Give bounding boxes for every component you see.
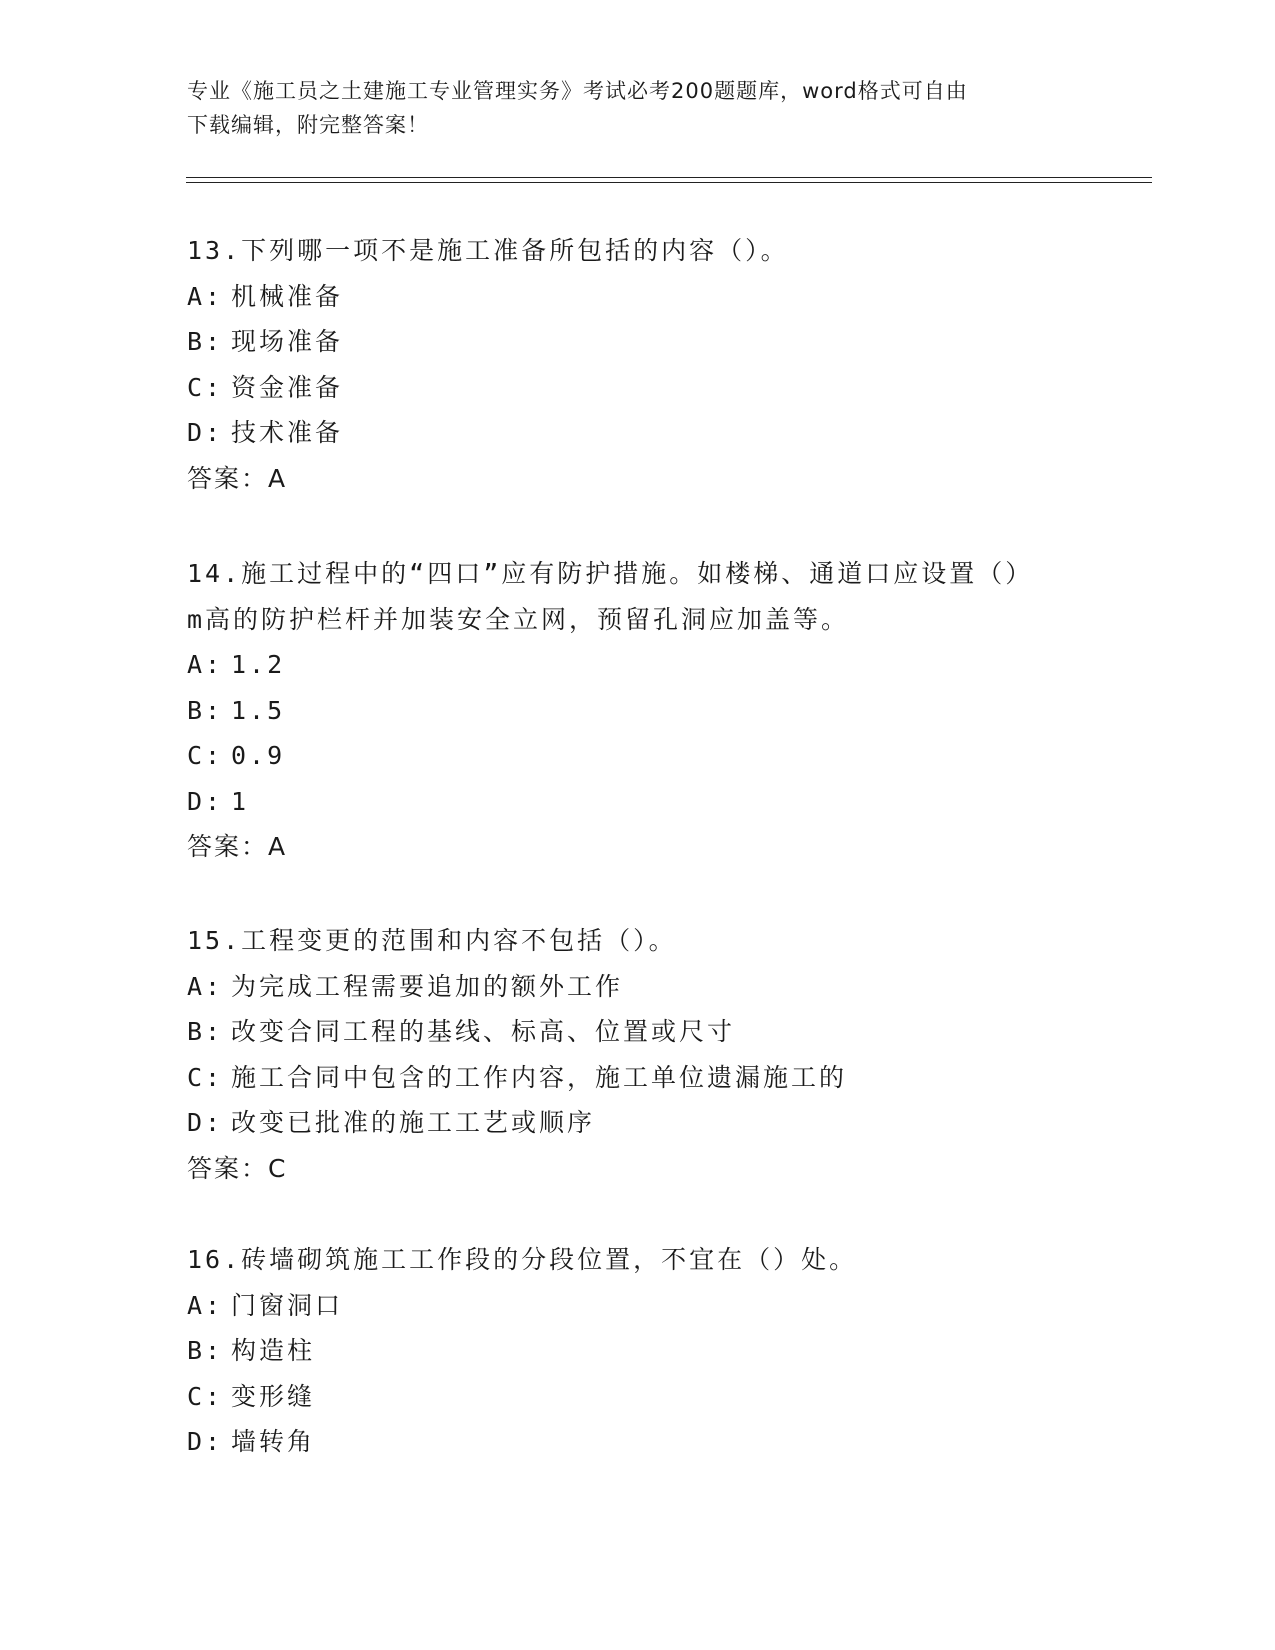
- option-text: 墙转角: [231, 1427, 316, 1456]
- option-key: B:: [187, 327, 224, 356]
- option-b: [187, 319, 1087, 365]
- option-text: 为完成工程需要追加的额外工作: [231, 971, 624, 1001]
- option-key: C:: [187, 741, 224, 770]
- option-c: [187, 1374, 1087, 1420]
- option-text: 0.9: [231, 741, 286, 770]
- option-c: [187, 365, 1087, 411]
- question-stem: 13.下列哪一项不是施工准备所包括的内容（）。: [187, 236, 789, 265]
- option-text: 施工合同中包含的工作内容，施工单位遗漏施工的: [231, 1062, 848, 1092]
- option-a: [187, 1283, 1087, 1329]
- option-b: [187, 688, 1087, 734]
- option-text: 构造柱: [231, 1336, 316, 1365]
- question-13: [187, 228, 1087, 501]
- option-a: [187, 274, 1087, 320]
- option-text: 机械准备: [231, 281, 344, 311]
- option-key: C:: [187, 372, 224, 402]
- option-key: C:: [187, 1381, 224, 1411]
- question-stem: 14.施工过程中的“四口”应有防护措施。如楼梯、通道口应设置（）: [187, 559, 1034, 588]
- option-key: D:: [187, 1427, 224, 1456]
- option-d: [187, 1100, 1087, 1146]
- question-15: [187, 918, 1087, 1191]
- option-key: A:: [187, 650, 224, 679]
- option-a: [187, 642, 1087, 688]
- option-key: B:: [187, 695, 224, 725]
- question-14: [187, 551, 1087, 870]
- option-text: 变形缝: [231, 1381, 316, 1411]
- option-d: [187, 779, 1087, 825]
- option-text: 改变合同工程的基线、标高、位置或尺寸: [231, 1017, 736, 1046]
- option-d: [187, 1419, 1087, 1465]
- option-key: B:: [187, 1336, 224, 1365]
- option-text: 技术准备: [231, 418, 344, 447]
- answer: 答案：C: [187, 1153, 288, 1183]
- header-divider-top: [186, 177, 1152, 178]
- question-stem: 15.工程变更的范围和内容不包括（）。: [187, 926, 677, 955]
- option-key: B:: [187, 1017, 224, 1046]
- option-text: 资金准备: [231, 372, 344, 402]
- option-c: [187, 1055, 1087, 1101]
- question-stem-continued: m高的防护栏杆并加装安全立网，预留孔洞应加盖等。: [187, 604, 850, 634]
- option-c: [187, 733, 1087, 779]
- question-stem: 16.砖墙砌筑施工工作段的分段位置，不宜在（）处。: [187, 1245, 858, 1274]
- option-text: 1.5: [231, 695, 286, 725]
- option-text: 1: [231, 786, 250, 816]
- option-text: 改变已批准的施工工艺或顺序: [231, 1108, 596, 1137]
- option-a: [187, 964, 1087, 1010]
- option-b: [187, 1328, 1087, 1374]
- option-b: [187, 1009, 1087, 1055]
- option-d: [187, 410, 1087, 456]
- option-key: D:: [187, 1108, 224, 1137]
- option-key: C:: [187, 1062, 224, 1092]
- option-text: 1.2: [231, 650, 286, 679]
- option-key: A:: [187, 1290, 224, 1320]
- question-16: [187, 1237, 1087, 1465]
- option-key: A:: [187, 971, 224, 1001]
- option-text: 现场准备: [231, 327, 344, 356]
- option-key: D:: [187, 786, 224, 816]
- header-line-2: 下载编辑，附完整答案！: [187, 113, 429, 137]
- option-text: 门窗洞口: [231, 1290, 344, 1320]
- header-divider-bottom: [186, 182, 1152, 183]
- option-key: D:: [187, 418, 224, 447]
- document-header: [187, 74, 1087, 142]
- option-key: A:: [187, 281, 224, 311]
- answer: 答案：A: [187, 463, 288, 493]
- header-line-1: 专业《施工员之土建施工专业管理实务》考试必考200题题库，word格式可自由: [187, 79, 968, 103]
- answer: 答案：A: [187, 832, 288, 861]
